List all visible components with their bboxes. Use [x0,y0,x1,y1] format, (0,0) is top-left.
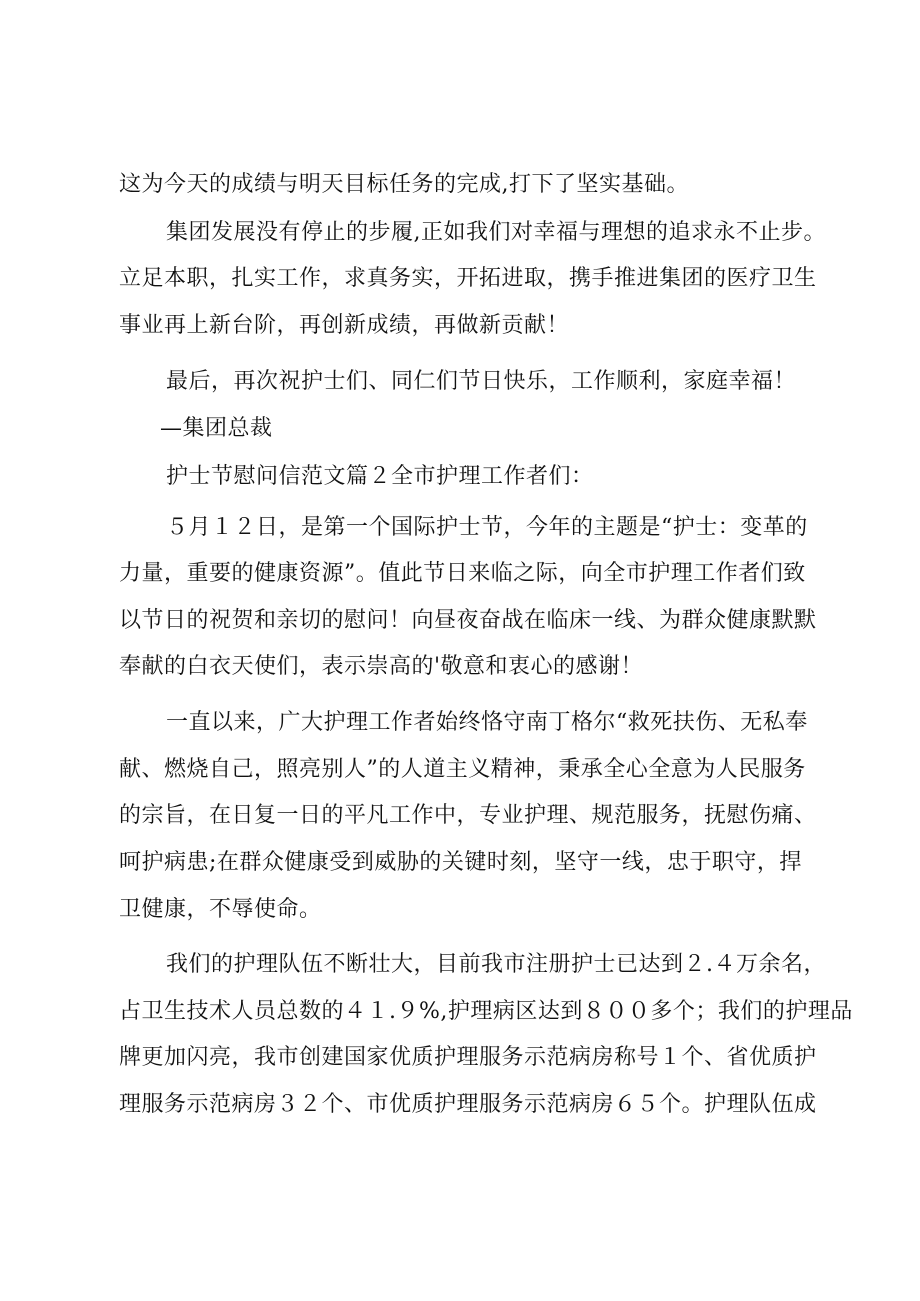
text-line-3: 立足本职，扎实工作，求真务实，开拓进取，携手推进集团的医疗卫生 [119,266,817,291]
text-line-13: 献、燃烧自己，照亮别人”的人道主义精神，秉承全心全意为人民服务 [119,757,806,782]
text-line-17: 我们的护理队伍不断壮大，目前我市注册护士已达到２.４万余名， [166,952,826,977]
text-line-2: 集团发展没有停止的步履,正如我们对幸福与理想的追求永不止步。 [166,220,826,245]
text-line-1: 这为今天的成绩与明天目标任务的完成,打下了坚实基础。 [119,172,689,197]
text-line-8: ５月１２日，是第一个国际护士节，今年的主题是“护士：变革的 [166,515,808,540]
text-line-16: 卫健康，不辱使命。 [119,897,322,922]
text-line-14: 的宗旨，在日复一日的平凡工作中，专业护理、规范服务，抚慰伤痛、 [119,803,817,828]
section-heading: 护士节慰问信范文篇２全市护理工作者们： [166,464,594,489]
text-line-10: 以节日的祝贺和亲切的慰问！向昼夜奋战在临床一线、为群众健康默默 [119,608,817,633]
text-line-11: 奉献的白衣天使们，表示崇高的'敬意和衷心的感谢！ [119,654,644,679]
text-line-20: 理服务示范病房３２个、市优质护理服务示范病房６５个。护理队伍成 [119,1092,817,1117]
text-line-19: 牌更加闪亮，我市创建国家优质护理服务示范病房称号１个、省优质护 [119,1045,817,1070]
text-line-15: 呵护病患;在群众健康受到威胁的关键时刻，坚守一线，忠于职守，捍 [119,850,802,875]
text-line-4: 事业再上新台阶，再创新成绩，再做新贡献！ [119,313,570,338]
signature-line: —集团总裁 [160,416,273,441]
text-line-9: 力量，重要的健康资源”。值此节日来临之际，向全市护理工作者们致 [119,561,806,586]
text-line-18: 占卫生技术人员总数的４１.９%,护理病区达到８００多个；我们的护理品 [119,999,853,1024]
text-line-5: 最后，再次祝护士们、同仁们节日快乐，工作顺利，家庭幸福！ [166,369,797,394]
text-line-12: 一直以来，广大护理工作者始终恪守南丁格尔“救死扶伤、无私奉 [166,710,808,735]
